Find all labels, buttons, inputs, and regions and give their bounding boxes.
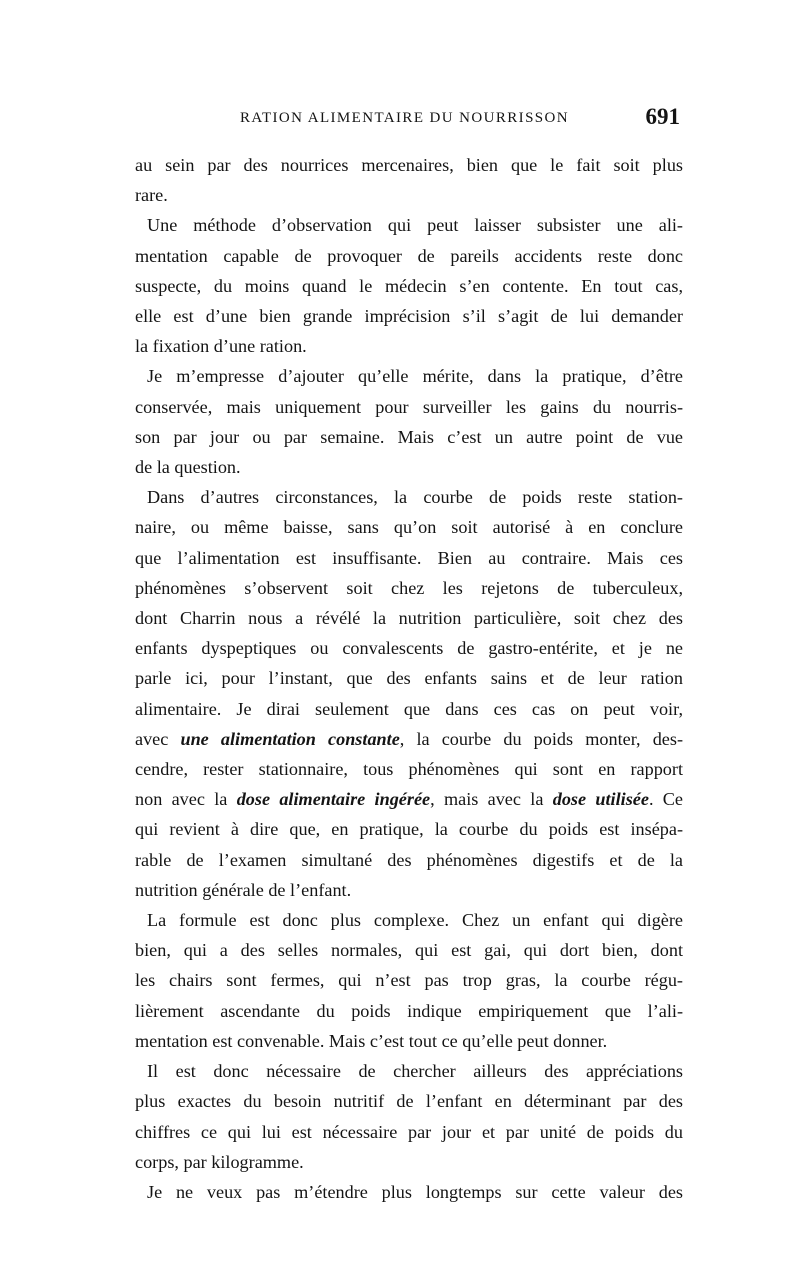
text-line: parle ici, pour l’instant, que des enfants sains et de leur ration xyxy=(135,668,683,689)
text-line: plus exactes du besoin nutritif de l’enfant en déterminant par des xyxy=(135,1091,683,1112)
text-line: que l’alimentation est insuffisante. Bien au contraire. Mais ces xyxy=(135,547,683,568)
text-line: chiffres ce qui lui est nécessaire par jour et par unité de poids du xyxy=(135,1121,683,1142)
text-line: au sein par des nourrices mercenaires, bien que le fait soit plus xyxy=(135,155,683,175)
text-line: Dans d’autres circonstances, la courbe de poids reste station- xyxy=(147,487,683,508)
text-segment: , mais avec la xyxy=(430,789,553,810)
text-line: bien, qui a des selles normales, qui est gai, qui dort bien, dont xyxy=(135,940,683,961)
page-header xyxy=(135,104,680,134)
emphasis-dose-utilisee: dose utilisée xyxy=(552,789,649,810)
text-line: La formule est donc plus complexe. Chez un enfant qui digère xyxy=(147,910,683,931)
text-line: Je m’empresse d’ajouter qu’elle mérite, dans la pratique, d’être xyxy=(147,366,683,387)
body-text xyxy=(135,150,683,1207)
text-line: naire, ou même baisse, sans qu’on soit autorisé à en conclure xyxy=(135,517,683,538)
text-line: corps, par kilogramme. xyxy=(135,1151,304,1172)
text-line: dont Charrin nous a révélé la nutrition particulière, soit chez des xyxy=(135,608,683,629)
text-line: elle est d’une bien grande imprécision s’il s’agit de lui demander xyxy=(135,306,683,327)
text-line xyxy=(135,724,683,754)
text-segment: . Ce xyxy=(648,789,684,810)
text-line: son par jour ou par semaine. Mais c’est un autre point de vue xyxy=(135,426,683,447)
text-line: les chairs sont fermes, qui n’est pas trop gras, la courbe régu- xyxy=(135,970,683,991)
text-segment: , la courbe du poids monter, des- xyxy=(399,728,684,749)
text-line: conservée, mais uniquement pour surveiller les gains du nourris- xyxy=(135,396,683,417)
text-line: mentation est convenable. Mais c’est tout ce qu’elle peut donner. xyxy=(135,1030,608,1051)
emphasis-alimentation-constante: une alimentation constante xyxy=(180,728,400,749)
emphasis-dose-ingeree: dose alimentaire ingérée xyxy=(236,789,431,810)
text-line: Je ne veux pas m’étendre plus longtemps sur cette valeur des xyxy=(147,1181,683,1202)
text-segment: non avec la xyxy=(135,789,237,810)
text-line: enfants dyspeptiques ou convalescents de gastro-entérite, et je ne xyxy=(135,638,683,659)
text-line: qui revient à dire que, en pratique, la courbe du poids est insépa- xyxy=(135,819,683,840)
text-line: Il est donc nécessaire de chercher ailleurs des appréciations xyxy=(147,1061,683,1082)
text-line: la fixation d’une ration. xyxy=(135,336,307,357)
text-line: alimentaire. Je dirai seulement que dans ces cas on peut voir, xyxy=(135,698,683,719)
text-line: cendre, rester stationnaire, tous phénomènes qui sont en rapport xyxy=(135,759,683,780)
text-line: lièrement ascendante du poids indique empiriquement que l’ali- xyxy=(135,1000,683,1021)
text-segment: avec xyxy=(135,728,181,749)
text-line xyxy=(135,784,683,814)
text-line: phénomènes s’observent soit chez les rejetons de tuberculeux, xyxy=(135,577,683,598)
text-line: rable de l’examen simultané des phénomènes digestifs et de la xyxy=(135,849,683,870)
text-line: Une méthode d’observation qui peut laisser subsister une ali- xyxy=(147,215,683,236)
text-line: mentation capable de provoquer de pareils accidents reste donc xyxy=(135,245,683,266)
page-number: 691 xyxy=(645,104,680,129)
text-line: rare. xyxy=(135,185,168,206)
text-line: suspecte, du moins quand le médecin s’en contente. En tout cas, xyxy=(135,275,683,296)
text-line: nutrition générale de l’enfant. xyxy=(135,879,352,900)
running-title: RATION ALIMENTAIRE DU NOURRISSON xyxy=(240,110,570,126)
text-line: de la question. xyxy=(135,457,241,478)
